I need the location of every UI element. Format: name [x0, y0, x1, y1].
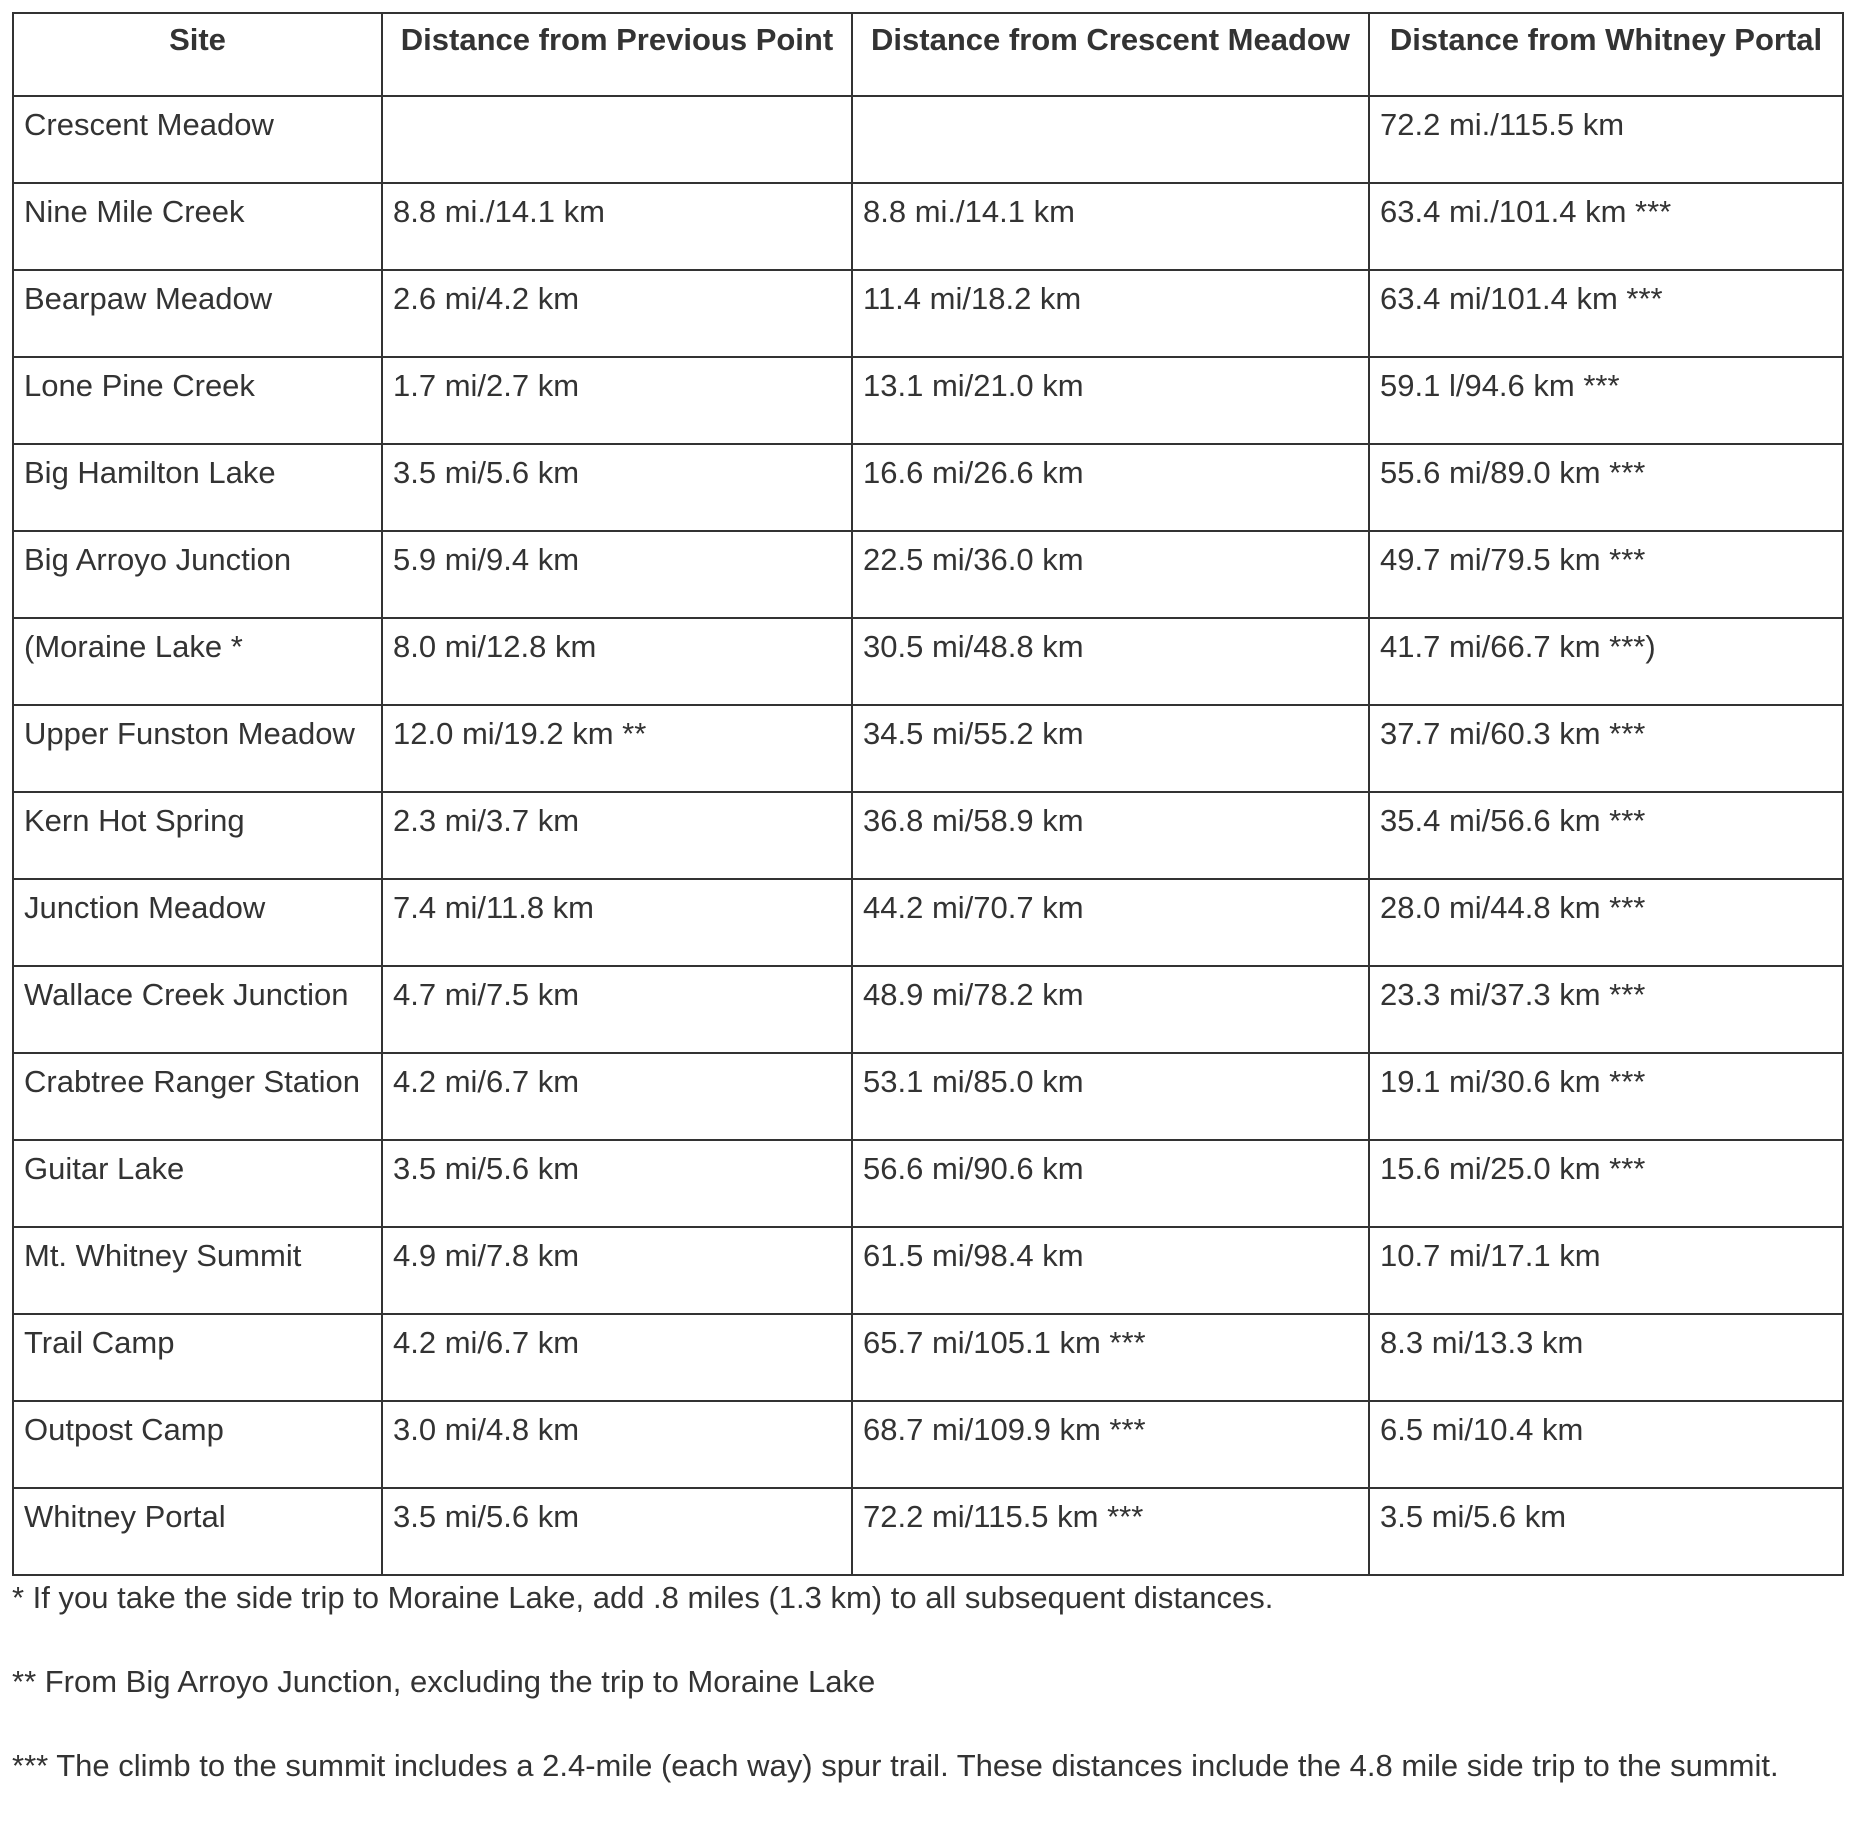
cell-site: Kern Hot Spring: [13, 792, 382, 879]
cell-distance-whitney-portal: 19.1 mi/30.6 km ***: [1369, 1053, 1843, 1140]
cell-site: (Moraine Lake *: [13, 618, 382, 705]
cell-distance-whitney-portal: 63.4 mi./101.4 km ***: [1369, 183, 1843, 270]
cell-distance-whitney-portal: 15.6 mi/25.0 km ***: [1369, 1140, 1843, 1227]
cell-distance-previous: 8.8 mi./14.1 km: [382, 183, 852, 270]
cell-distance-whitney-portal: 72.2 mi./115.5 km: [1369, 96, 1843, 183]
cell-distance-crescent-meadow: 22.5 mi/36.0 km: [852, 531, 1369, 618]
cell-distance-whitney-portal: 49.7 mi/79.5 km ***: [1369, 531, 1843, 618]
cell-distance-whitney-portal: 10.7 mi/17.1 km: [1369, 1227, 1843, 1314]
cell-distance-crescent-meadow: 56.6 mi/90.6 km: [852, 1140, 1369, 1227]
footnote-moraine-lake: * If you take the side trip to Moraine Lake, add .8 miles (1.3 km) to all subsequent distances.: [12, 1580, 1274, 1615]
cell-distance-crescent-meadow: 44.2 mi/70.7 km: [852, 879, 1369, 966]
cell-distance-previous: 3.5 mi/5.6 km: [382, 1488, 852, 1575]
trail-distance-table: [12, 12, 1844, 1576]
cell-site: Guitar Lake: [13, 1140, 382, 1227]
cell-distance-whitney-portal: 59.1 l/94.6 km ***: [1369, 357, 1843, 444]
cell-distance-crescent-meadow: 48.9 mi/78.2 km: [852, 966, 1369, 1053]
cell-distance-whitney-portal: 41.7 mi/66.7 km ***): [1369, 618, 1843, 705]
footnote-summit-spur: *** The climb to the summit includes a 2.4-mile (each way) spur trail. These distances include the 4.8 mile side trip to the summit.: [12, 1748, 1779, 1783]
table-row: [13, 444, 1843, 531]
table-row: [13, 879, 1843, 966]
cell-distance-whitney-portal: 55.6 mi/89.0 km ***: [1369, 444, 1843, 531]
footnote-big-arroyo: ** From Big Arroyo Junction, excluding the trip to Moraine Lake: [12, 1664, 876, 1699]
table-row: [13, 792, 1843, 879]
cell-distance-previous: 3.5 mi/5.6 km: [382, 444, 852, 531]
cell-distance-previous: 4.2 mi/6.7 km: [382, 1314, 852, 1401]
cell-site: Outpost Camp: [13, 1401, 382, 1488]
cell-distance-whitney-portal: 63.4 mi/101.4 km ***: [1369, 270, 1843, 357]
table-body: [13, 96, 1843, 1575]
table-row: [13, 705, 1843, 792]
cell-site: Wallace Creek Junction: [13, 966, 382, 1053]
table-row: [13, 96, 1843, 183]
cell-distance-previous: 2.3 mi/3.7 km: [382, 792, 852, 879]
cell-distance-crescent-meadow: 16.6 mi/26.6 km: [852, 444, 1369, 531]
cell-site: Bearpaw Meadow: [13, 270, 382, 357]
table-row: [13, 270, 1843, 357]
table-row: [13, 183, 1843, 270]
table-row: [13, 1227, 1843, 1314]
cell-site: Crabtree Ranger Station: [13, 1053, 382, 1140]
table-row: [13, 357, 1843, 444]
cell-distance-crescent-meadow: 8.8 mi./14.1 km: [852, 183, 1369, 270]
cell-distance-crescent-meadow: 30.5 mi/48.8 km: [852, 618, 1369, 705]
cell-distance-previous: [382, 96, 852, 183]
cell-distance-whitney-portal: 3.5 mi/5.6 km: [1369, 1488, 1843, 1575]
cell-site: Whitney Portal: [13, 1488, 382, 1575]
cell-distance-crescent-meadow: 13.1 mi/21.0 km: [852, 357, 1369, 444]
table-row: [13, 618, 1843, 705]
cell-site: Mt. Whitney Summit: [13, 1227, 382, 1314]
cell-distance-crescent-meadow: 36.8 mi/58.9 km: [852, 792, 1369, 879]
cell-distance-whitney-portal: 6.5 mi/10.4 km: [1369, 1401, 1843, 1488]
cell-site: Big Hamilton Lake: [13, 444, 382, 531]
cell-distance-previous: 3.0 mi/4.8 km: [382, 1401, 852, 1488]
table-row: [13, 1314, 1843, 1401]
cell-distance-previous: 4.7 mi/7.5 km: [382, 966, 852, 1053]
header-distance-crescent-meadow: Distance from Crescent Meadow: [852, 13, 1369, 96]
cell-site: Nine Mile Creek: [13, 183, 382, 270]
table-row: [13, 966, 1843, 1053]
cell-distance-previous: 5.9 mi/9.4 km: [382, 531, 852, 618]
cell-distance-whitney-portal: 28.0 mi/44.8 km ***: [1369, 879, 1843, 966]
cell-distance-previous: 1.7 mi/2.7 km: [382, 357, 852, 444]
cell-site: Lone Pine Creek: [13, 357, 382, 444]
cell-distance-crescent-meadow: 61.5 mi/98.4 km: [852, 1227, 1369, 1314]
cell-distance-whitney-portal: 37.7 mi/60.3 km ***: [1369, 705, 1843, 792]
table-row: [13, 1401, 1843, 1488]
header-row: [13, 13, 1843, 96]
cell-distance-crescent-meadow: 68.7 mi/109.9 km ***: [852, 1401, 1369, 1488]
cell-distance-previous: 3.5 mi/5.6 km: [382, 1140, 852, 1227]
header-distance-whitney-portal: Distance from Whitney Portal: [1369, 13, 1843, 96]
table-header: [13, 13, 1843, 96]
cell-distance-previous: 4.2 mi/6.7 km: [382, 1053, 852, 1140]
header-distance-previous: Distance from Previous Point: [382, 13, 852, 96]
cell-distance-whitney-portal: 23.3 mi/37.3 km ***: [1369, 966, 1843, 1053]
cell-distance-previous: 8.0 mi/12.8 km: [382, 618, 852, 705]
cell-site: Upper Funston Meadow: [13, 705, 382, 792]
footnotes: [12, 1580, 1842, 1832]
table-row: [13, 531, 1843, 618]
cell-distance-whitney-portal: 35.4 mi/56.6 km ***: [1369, 792, 1843, 879]
table-row: [13, 1488, 1843, 1575]
cell-site: Crescent Meadow: [13, 96, 382, 183]
table-row: [13, 1140, 1843, 1227]
cell-distance-crescent-meadow: 53.1 mi/85.0 km: [852, 1053, 1369, 1140]
cell-site: Trail Camp: [13, 1314, 382, 1401]
cell-distance-crescent-meadow: [852, 96, 1369, 183]
cell-site: Big Arroyo Junction: [13, 531, 382, 618]
table-row: [13, 1053, 1843, 1140]
cell-distance-crescent-meadow: 65.7 mi/105.1 km ***: [852, 1314, 1369, 1401]
cell-distance-previous: 4.9 mi/7.8 km: [382, 1227, 852, 1314]
header-site: Site: [13, 13, 382, 96]
cell-distance-crescent-meadow: 34.5 mi/55.2 km: [852, 705, 1369, 792]
cell-distance-whitney-portal: 8.3 mi/13.3 km: [1369, 1314, 1843, 1401]
cell-site: Junction Meadow: [13, 879, 382, 966]
cell-distance-crescent-meadow: 72.2 mi/115.5 km ***: [852, 1488, 1369, 1575]
cell-distance-previous: 2.6 mi/4.2 km: [382, 270, 852, 357]
cell-distance-previous: 7.4 mi/11.8 km: [382, 879, 852, 966]
cell-distance-previous: 12.0 mi/19.2 km **: [382, 705, 852, 792]
cell-distance-crescent-meadow: 11.4 mi/18.2 km: [852, 270, 1369, 357]
